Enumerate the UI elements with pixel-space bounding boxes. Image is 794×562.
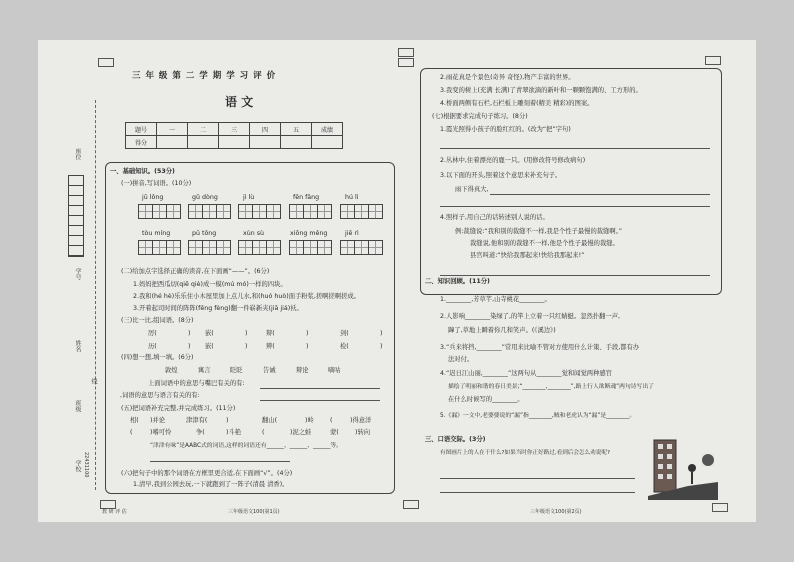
writing-grid[interactable] xyxy=(289,204,331,219)
s-item-4-question: 县官叫道:“快给我那起来!快给我那起来!” xyxy=(470,252,585,259)
score-header-cell: 二 xyxy=(188,123,219,136)
corner-mark-top-right-2 xyxy=(398,48,414,57)
section-2-title: 二、知识回顾。(11分) xyxy=(425,278,490,285)
q4-word: 寓言 xyxy=(198,367,211,374)
s-item-2: 2.丛林中,住着漂亮的鹿一只。(用修改符号修改病句) xyxy=(440,157,586,164)
pinyin-label: gǔ dòng xyxy=(192,194,218,201)
s-item-4-example-answer: 裁缝说,他和别的裁缝不一样,他是个性子最慢的裁缝。 xyxy=(470,240,619,247)
q3-cell: ) xyxy=(245,343,248,350)
q5-cell: ( xyxy=(262,429,265,436)
q5-cell: )得意洋 xyxy=(350,417,372,424)
k-item-4c: 在什么时候写的________。 xyxy=(448,396,524,403)
answer-line[interactable] xyxy=(260,388,380,389)
score-table xyxy=(125,122,343,149)
q3-cell: 检( xyxy=(340,343,349,350)
corner-mark-bottom-right xyxy=(403,500,419,509)
q4-word: 眨眨 xyxy=(230,367,243,374)
side-label-seat: 座位 xyxy=(74,148,81,160)
q3-cell: ) xyxy=(245,330,248,337)
q3-cell: ) xyxy=(306,343,309,350)
score-header-cell: 四 xyxy=(250,123,281,136)
s-item-3: 3.以下面的开头,照着这个意思来补充句子。 xyxy=(440,172,562,179)
left-page-number: 三年级语文100(第1页) xyxy=(228,509,280,515)
q3-cell: ) xyxy=(188,330,191,337)
q5-title: (五)把词语补充完整,并完成练习。(11分) xyxy=(121,405,236,412)
score-header-cell: 题号 xyxy=(126,123,157,136)
writing-grid[interactable] xyxy=(238,240,280,255)
right-page-number: 三年级语文100(第2页) xyxy=(530,509,582,515)
q2-item-2: 2.我和(hé hè)乐乐住小木屋里加上点儿水,和(huó huò)面手粉浆,搓啊搓啊搓成。 xyxy=(133,293,360,300)
k-item-5: 5.《漏》一文中,老婆婆说的“漏”指________,贼和老虎认为“漏”是________。 xyxy=(440,413,636,419)
q5-cell: )嗜可怜 xyxy=(150,429,172,436)
side-label-school: 学校 xyxy=(74,460,81,472)
r-item-2: 2.雨花真是个景色(奇异 奇怪),物产丰富的世界。 xyxy=(440,74,575,81)
pinyin-label: jū lǒng xyxy=(142,194,164,201)
q3-cell: ) xyxy=(188,343,191,350)
q6-title: (六)把句子中的那个词语在方框里更合适,在下面画“√”。(4分) xyxy=(121,470,293,477)
corner-mark-top-far-right xyxy=(705,56,721,65)
q3-title: (三)比一比,组词语。(8分) xyxy=(121,317,194,324)
writing-grid[interactable] xyxy=(340,204,382,219)
score-header-cell: 一 xyxy=(157,123,188,136)
pinyin-label: fēn fāng xyxy=(293,194,320,201)
s-item-4-example: 例:裁缝说:“我和别的裁缝不一样,我是个性子最慢的裁缝啊。” xyxy=(455,228,623,235)
q4-word: 辩论 xyxy=(296,367,309,374)
writing-grid[interactable] xyxy=(188,240,230,255)
writing-grid[interactable] xyxy=(289,240,331,255)
answer-line[interactable] xyxy=(440,478,635,479)
score-cell[interactable] xyxy=(157,136,188,149)
seat-grid xyxy=(68,175,84,257)
writing-grid[interactable] xyxy=(138,204,180,219)
building-illustration xyxy=(648,430,718,500)
score-cell[interactable] xyxy=(250,136,281,149)
pinyin-label: jì lù xyxy=(243,194,255,201)
writing-grid[interactable] xyxy=(188,204,230,219)
q3-cell: 厉( xyxy=(148,330,157,337)
q3-cell: ) xyxy=(380,330,383,337)
q6-item-1: 1.清早,我到公园去玩,一下就跑到了一阵子(清晨 清香)。 xyxy=(133,481,289,488)
writing-grid[interactable] xyxy=(238,204,280,219)
pinyin-label: tòu míng xyxy=(142,230,171,237)
side-seal-char: 线 xyxy=(90,378,97,384)
k-item-4b: 描绘了明丽和谐的春日美景;“________,________”,路上行人欲断魂”两句诗写出了 xyxy=(448,384,654,390)
score-header-cell: 五 xyxy=(281,123,312,136)
q2-title: (二)给加点字选择正确的读音,在下面画“——”。(6分) xyxy=(121,268,270,275)
q3-cell: 嵌( xyxy=(205,330,214,337)
score-cell[interactable] xyxy=(219,136,250,149)
q4-word: 告诫 xyxy=(263,367,276,374)
s-item-3a: 雨下得真大, xyxy=(455,186,489,193)
q5-cell: 争( xyxy=(196,429,205,436)
section-3-title: 三、口语交际。(3分) xyxy=(425,436,486,443)
q3-cell: ) xyxy=(306,330,309,337)
q4-item-2: ,词语的意思与语言有关的有: xyxy=(120,392,200,399)
subject-title: 语 文 xyxy=(225,95,254,109)
q5-cell: )斗艳 xyxy=(226,429,242,436)
exam-title: 三 年 级 第 二 学 期 学 习 评 价 xyxy=(132,71,277,81)
q3-cell: 辨( xyxy=(266,343,275,350)
score-header-cell: 成绩 xyxy=(312,123,343,136)
answer-line[interactable] xyxy=(440,206,710,207)
pinyin-label: xiōng měng xyxy=(290,230,328,237)
k-item-2b: 蹿了,草地上瞬着你几和笑声。(《溪边》) xyxy=(448,327,556,334)
k-item-4a: 4.“迟日江山丽,________”这两句从________觉和闻觉两种感官 xyxy=(440,370,612,377)
corner-mark-top-right xyxy=(398,58,414,67)
pinyin-label: hú lì xyxy=(345,194,359,201)
side-code: 22431100 xyxy=(83,452,89,478)
r-item-3: 3.我变的树上(充满 长满)了青翠欲滴的新叶和一颗颗饱满的、工方形的。 xyxy=(440,87,642,94)
pinyin-label: pū tōng xyxy=(192,230,217,237)
q3-cell: 嵌( xyxy=(205,343,214,350)
k-item-3a: 3.“兵来将挡,________”常用来比喻不管对方使用什么计策、手段,都有办 xyxy=(440,344,640,351)
q5-cell: ( xyxy=(330,417,333,424)
score-cell[interactable] xyxy=(188,136,219,149)
answer-line[interactable] xyxy=(440,275,710,276)
q3-cell: 辩( xyxy=(266,330,275,337)
score-cell[interactable] xyxy=(312,136,343,149)
score-row-label: 得分 xyxy=(126,136,157,149)
pinyin-label: jiē rì xyxy=(345,230,359,237)
q2-item-3: 3.开着起司时间的阵阵(fēng fèng)翻一件崭新夹(jiā jiá)袄。 xyxy=(133,305,303,312)
r-item-4: 4.桥面两侧有石栏,石栏板上雕刻着(精美 精彩)的图案。 xyxy=(440,100,594,107)
q2-item-1: 1.妈妈把西瓜切(qiē qiè)成一模(mú mó)一样的四块。 xyxy=(133,281,287,288)
answer-line[interactable] xyxy=(150,461,290,462)
q5-cell: ) xyxy=(226,417,229,424)
scene-illustration xyxy=(648,430,718,500)
q4-word: 敦煌 xyxy=(165,367,178,374)
q5-cell: 津津有( xyxy=(186,417,208,424)
k-item-1: 1.________,芳草芊,山寺桃花________。 xyxy=(440,296,551,303)
answer-line[interactable] xyxy=(440,492,635,493)
pinyin-label: xùn sù xyxy=(243,230,264,237)
side-label-id: 学号 xyxy=(74,268,81,280)
q7-title: (七)根据要求完成句子练习。(8分) xyxy=(432,113,528,120)
answer-line[interactable] xyxy=(260,400,380,401)
left-footer-brand: 教 研 评 估 xyxy=(102,509,127,515)
q1-title: (一)拼音,写词语。(10分) xyxy=(121,180,192,187)
score-cell[interactable] xyxy=(281,136,312,149)
q4-word: 嘀咕 xyxy=(328,367,341,374)
side-label-class: 班级 xyxy=(74,400,81,412)
q3-cell: 剑( xyxy=(340,330,349,337)
writing-grid[interactable] xyxy=(340,240,382,255)
q5-cell: )泥之蛙 xyxy=(290,429,312,436)
q5-cell: ( xyxy=(130,429,133,436)
q5-cell: 相( xyxy=(130,417,139,424)
corner-mark-top-left xyxy=(98,58,114,67)
k-item-2a: 2.人影响________染绿了,的竿上立着一只红蜻蜓。忽然扑翻一声, xyxy=(440,313,621,320)
s-item-4: 4.照样子,用自己的话转述别人说的话。 xyxy=(440,214,549,221)
writing-grid[interactable] xyxy=(138,240,180,255)
q5-item-3: “津津有味”是AABC式的词语,这样的词语还有______、______、______等。 xyxy=(150,443,342,449)
section-1-title: 一、基础知识。(53分) xyxy=(110,168,175,175)
binding-line xyxy=(95,100,96,490)
side-label-name: 姓名 xyxy=(74,340,81,352)
s-item-1: 1.霞光照得小孩子的脸红红的。(改为“把”字句) xyxy=(440,126,571,133)
q5-cell: 蒙( xyxy=(330,429,339,436)
q5-cell: 翻山( xyxy=(262,417,278,424)
q5-cell: )并论 xyxy=(150,417,166,424)
answer-line[interactable] xyxy=(440,148,710,149)
k-item-3b: 法对付。 xyxy=(448,356,474,363)
q5-cell: )转向 xyxy=(355,429,371,436)
score-header-cell: 三 xyxy=(219,123,250,136)
q3-cell: 历( xyxy=(148,343,157,350)
q5-cell: )岭 xyxy=(305,417,314,424)
q4-item-1: 上面词语中的意思与嘴巴有关的有: xyxy=(148,380,245,387)
corner-mark-bottom-far-right xyxy=(712,503,728,512)
q4-title: (四)想一想,填一填。(6分) xyxy=(121,354,194,361)
q3-cell: ) xyxy=(380,343,383,350)
answer-line[interactable] xyxy=(490,194,710,195)
oral-question: 有图画片上的人在干什么?如果当时你正好路过,看到后会怎么劝说呢? xyxy=(440,450,610,456)
